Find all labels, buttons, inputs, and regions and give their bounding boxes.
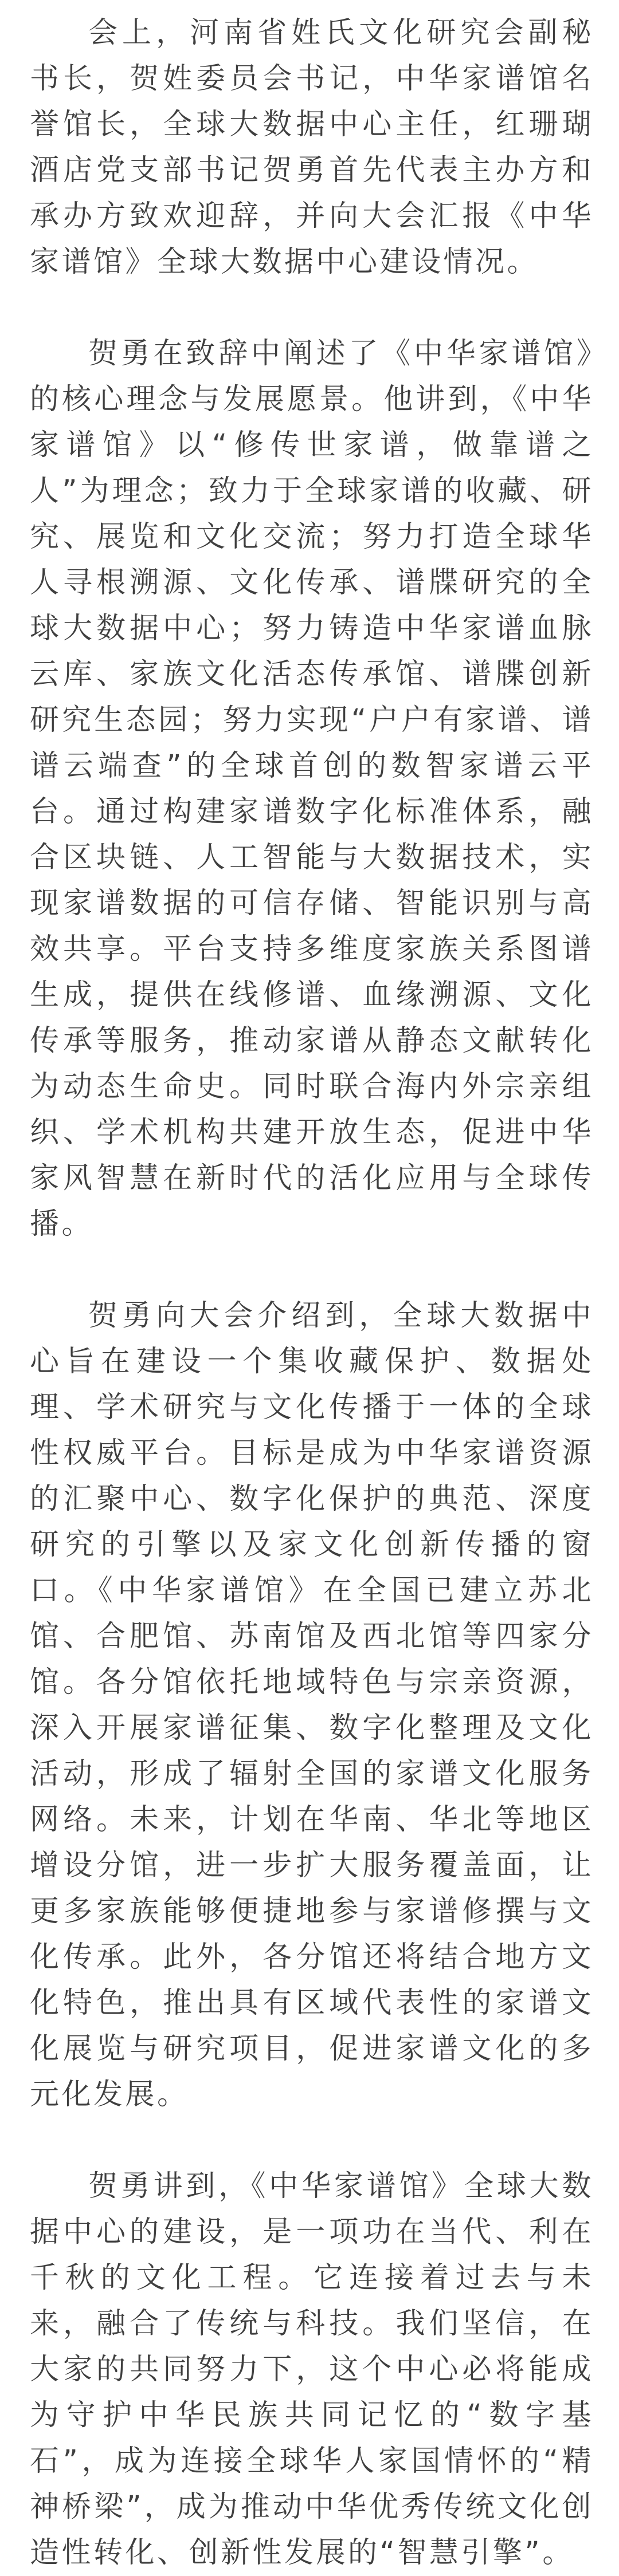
article-body bbox=[30, 10, 594, 2576]
paragraph-core-concept: 贺勇在致辞中阐述了《中华家谱馆》的核心理念与发展愿景。他讲到，《中华家谱馆》以“修传世家谱，做靠谱之人”为理念；致力于全球家谱的收藏、研究、展览和文化交流；努力打造全球华人寻根溯源、文化传承、谱牒研究的全球大数据中心；努力铸造中华家谱血脉云库、家族文化活态传承馆、谱牒创新研究生态园；努力实现“户户有家谱、谱谱云端查”的全球首创的数智家谱云平台。通过构建家谱数字化标准体系，融合区块链、人工智能与大数据技术，实现家谱数据的可信存储、智能识别与高效共享。平台支持多维度家族关系图谱生成，提供在线修谱、血缘溯源、文化传承等服务，推动家谱从静态文献转化为动态生命史。同时联合海内外宗亲组织、学术机构共建开放生态，促进中华家风智慧在新时代的活化应用与全球传播。 bbox=[30, 337, 594, 1241]
paragraph-data-center-introduction: 贺勇向大会介绍到，全球大数据中心旨在建设一个集收藏保护、数据处理、学术研究与文化传播于一体的全球性权威平台。目标是成为中华家谱资源的汇聚中心、数字化保护的典范、深度研究的引擎以及家文化创新传播的窗口。《中华家谱馆》在全国已建立苏北馆、合肥馆、苏南馆及西北馆等四家分馆。各分馆依托地域特色与宗亲资源，深入开展家谱征集、数字化整理及文化活动，形成了辐射全国的家谱文化服务网络。未来，计划在华南、华北等地区增设分馆，进一步扩大服务覆盖面，让更多家族能够便捷地参与家谱修撰与文化传承。此外，各分馆还将结合地方文化特色，推出具有区域代表性的家谱文化展览与研究项目，促进家谱文化的多元化发展。 bbox=[30, 1299, 594, 2112]
paragraph-welcome-speech: 会上，河南省姓氏文化研究会副秘书长，贺姓委员会书记，中华家谱馆名誉馆长，全球大数据中心主任，红珊瑚酒店党支部书记贺勇首先代表主办方和承办方致欢迎辞，并向大会汇报《中华家谱馆》全球大数据中心建设情况。 bbox=[30, 16, 594, 279]
paragraph-conclusion: 贺勇讲到，《中华家谱馆》全球大数据中心的建设，是一项功在当代、利在千秋的文化工程。它连接着过去与未来，融合了传统与科技。我们坚信，在大家的共同努力下，这个中心必将能成为守护中华民族共同记忆的“数字基石”，成为连接全球华人家国情怀的“精神桥梁”，成为推动中华优秀传统文化创造性转化、创新性发展的“智慧引擎”。 bbox=[30, 2169, 594, 2570]
